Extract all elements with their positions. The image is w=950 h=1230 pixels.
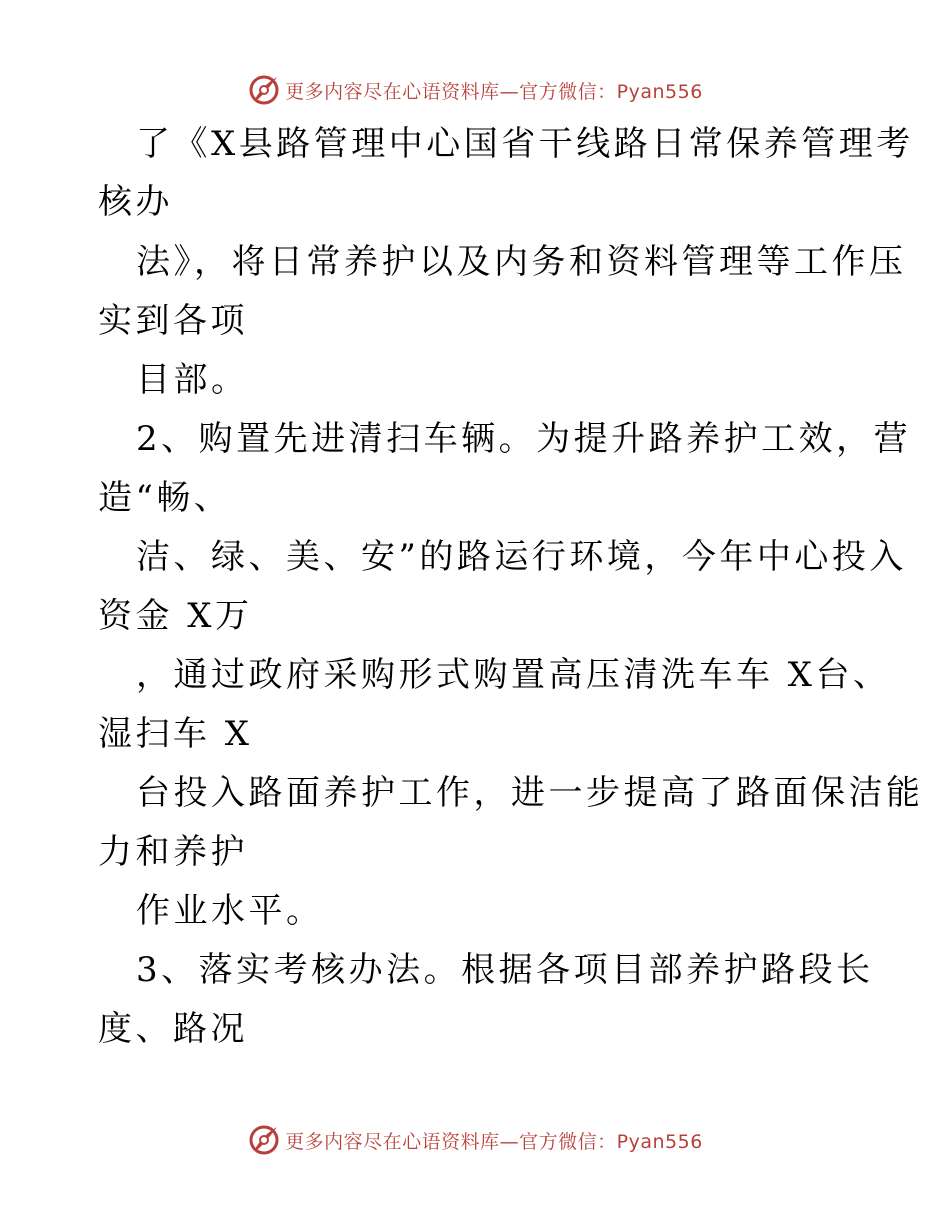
footer-banner xyxy=(0,1120,950,1160)
body-line: 资金 X万 xyxy=(98,596,253,636)
body-line: 目部。 xyxy=(136,360,249,400)
body-line: 湿扫车 X xyxy=(98,714,253,754)
body-line: 实到各项 xyxy=(98,301,248,341)
body-line: 法》，将日常养护以及内务和资料管理等工作压 xyxy=(136,242,907,282)
body-line: 核办 xyxy=(98,182,173,222)
body-line: 2、购置先进清扫车辆。为提升路养护工效，营 xyxy=(136,419,912,459)
body-line: 作业水平。 xyxy=(136,891,324,931)
body-line: 造“畅、 xyxy=(98,478,232,518)
header-banner-text: 更多内容尽在心语资料库—官方微信：Pyan556 xyxy=(285,80,703,103)
body-line: 度、路况 xyxy=(98,1009,248,1049)
feather-quill-logo-icon xyxy=(247,1123,281,1157)
body-line: 洁、绿、美、安”的路运行环境，今年中心投入 xyxy=(136,537,907,577)
feather-quill-logo-icon xyxy=(247,73,281,107)
body-line: 了《X县路管理中心国省干线路日常保养管理考 xyxy=(136,124,914,164)
body-line: 力和养护 xyxy=(98,832,248,872)
header-banner xyxy=(0,70,950,110)
body-line: 3、落实考核办法。根据各项目部养护路段长 xyxy=(136,950,874,990)
body-line: ，通过政府采购形式购置高压清洗车车 X台、 xyxy=(136,655,891,695)
body-line: 台投入路面养护工作，进一步提高了路面保洁能 xyxy=(136,773,924,813)
footer-banner-text: 更多内容尽在心语资料库—官方微信：Pyan556 xyxy=(285,1130,703,1153)
